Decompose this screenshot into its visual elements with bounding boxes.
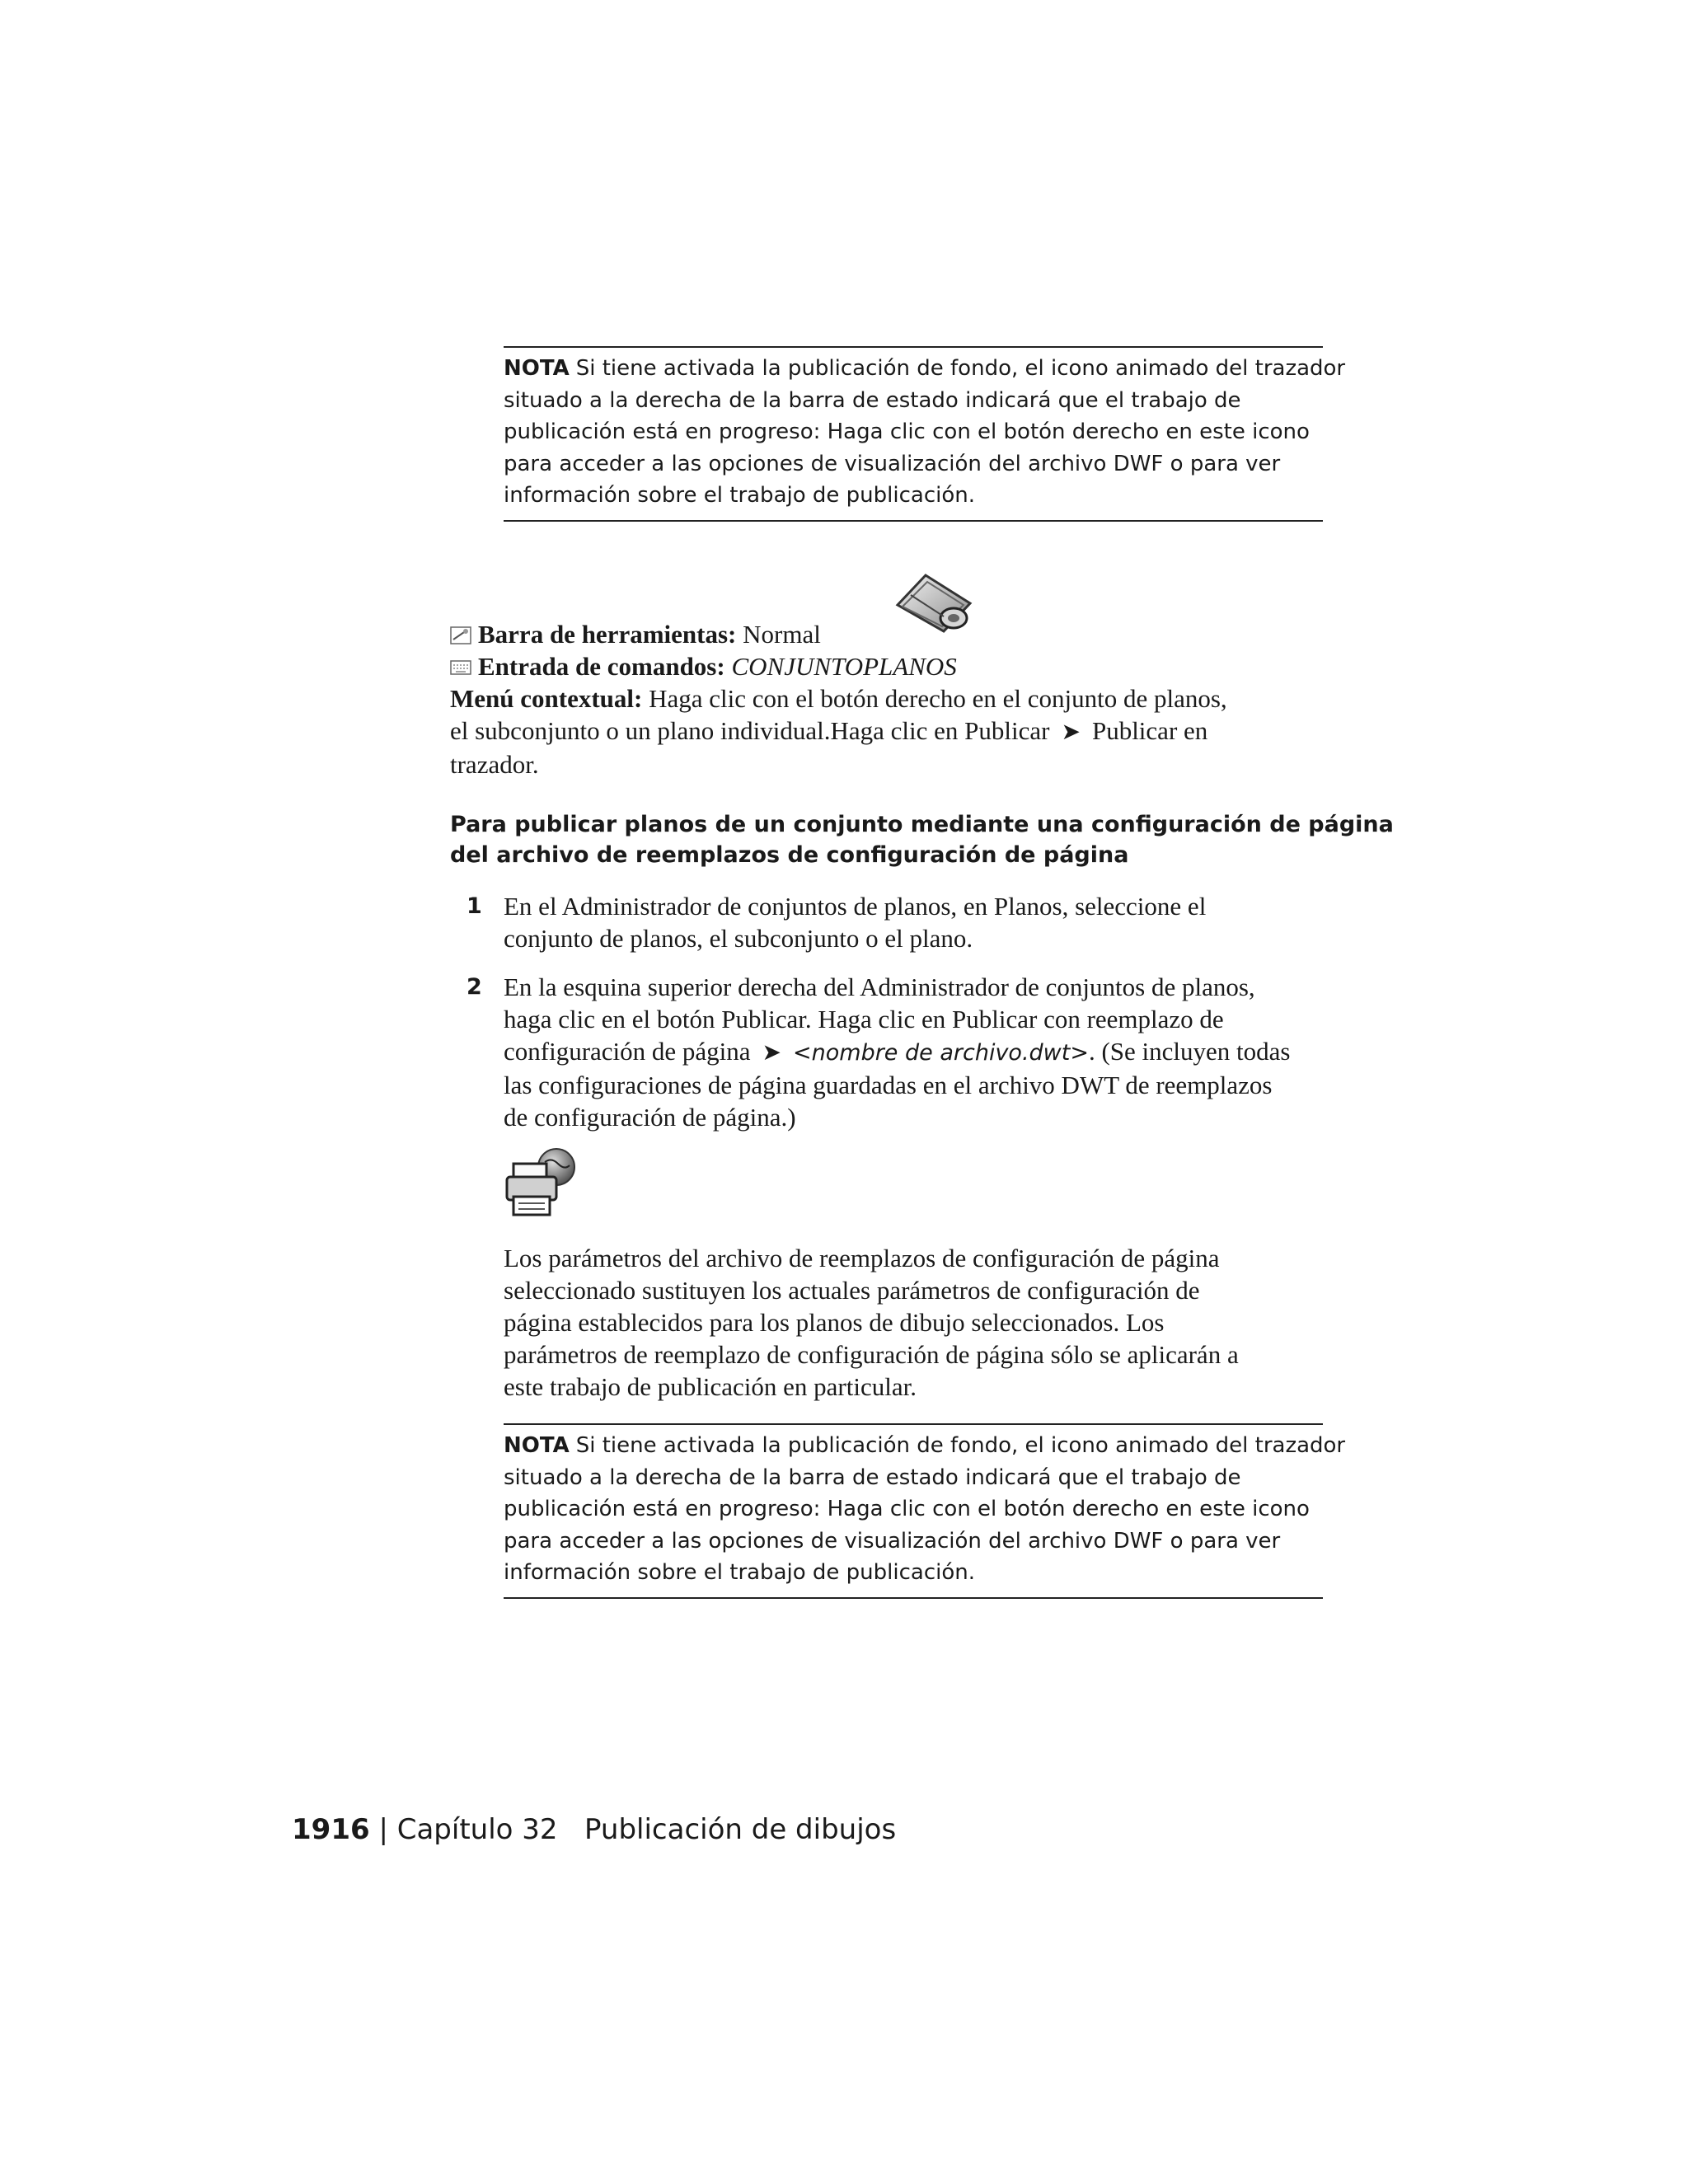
context-text: Haga clic con el botón derecho en el conjunto de planos, [649,684,1227,713]
para-line: parámetros de reemplazo de configuración de página sólo se aplicarán a [504,1340,1239,1369]
chapter-label: Capítulo 32 [396,1813,558,1846]
note-text: Si tiene activada la publicación de fondo, el icono animado del trazador [575,1433,1346,1458]
step-number: 1 [467,893,482,919]
note-line [504,1430,1346,1462]
context-label: Menú contextual: [450,684,643,713]
keyboard-icon [450,658,471,677]
menu-arrow-icon: ➤ [762,1040,782,1066]
page-footer [292,1813,896,1846]
note-line: información sobre el trabajo de publicación. [504,1560,975,1585]
step-line: de configuración de página.) [504,1103,796,1132]
step-text [504,971,1328,1133]
para-line: página establecidos para los planos de dibujo seleccionados. Los [504,1308,1165,1337]
step-text-part: configuración de página [504,1037,751,1066]
command-value: CONJUNTOPLANOS [731,652,957,681]
procedure-heading [450,809,1394,870]
menu-arrow-icon: ➤ [1061,719,1081,745]
toolbar-icon [450,626,471,644]
toolbar-line [450,618,1328,650]
note-line: información sobre el trabajo de publicación. [504,483,975,508]
note-line: para acceder a las opciones de visualización del archivo DWF o para ver [504,1528,1281,1554]
note-line: situado a la derecha de la barra de estado indicará que el trabajo de [504,1465,1241,1490]
note-label: NOTA [504,1433,570,1458]
note-bottom [504,1423,1346,1599]
step-2 [450,971,1328,1133]
toolbar-value: Normal [743,620,821,649]
step-line: En el Administrador de conjuntos de planos, en Planos, seleccione el [504,892,1207,921]
para-line: seleccionado sustituyen los actuales parámetros de configuración de [504,1276,1200,1305]
step-line [504,1035,1328,1069]
result-paragraph [504,1242,1328,1403]
heading-line: Para publicar planos de un conjunto mediante una configuración de página [450,812,1394,837]
toolbar-label: Barra de herramientas: [478,620,737,649]
note-line: publicación está en progreso: Haga clic con el botón derecho en este icono [504,1497,1310,1521]
note-line [504,353,1346,385]
step-line: haga clic en el botón Publicar. Haga clic en Publicar con reemplazo de [504,1005,1224,1033]
step-line: las configuraciones de página guardadas en el archivo DWT de reemplazos [504,1071,1273,1099]
para-line: Los parámetros del archivo de reemplazos de configuración de página [504,1244,1220,1272]
note-line: publicación está en progreso: Haga clic con el botón derecho en este icono [504,419,1310,444]
footer-separator: | [378,1813,388,1846]
context-line [450,682,1328,715]
step-line: En la esquina superior derecha del Administrador de conjuntos de planos, [504,972,1255,1001]
context-line [450,715,1328,748]
heading-line: del archivo de reemplazos de configuración de página [450,842,1129,868]
step-1 [450,890,1328,954]
note-line: situado a la derecha de la barra de estado indicará que el trabajo de [504,387,1241,413]
note-top [504,346,1346,522]
note-label: NOTA [504,356,570,381]
step-text-part: . (Se incluyen todas [1088,1037,1291,1066]
page-number: 1916 [292,1813,370,1846]
step-line: conjunto de planos, el subconjunto o el plano. [504,924,973,953]
step-text [504,890,1328,954]
step-number: 2 [467,974,482,1000]
command-label: Entrada de comandos: [478,652,725,681]
publish-printer-globe-icon [504,1146,579,1220]
note-text: Si tiene activada la publicación de fondo, el icono animado del trazador [575,356,1346,381]
filename-placeholder: <nombre de archivo.dwt> [793,1040,1089,1066]
note-line: para acceder a las opciones de visualización del archivo DWF o para ver [504,451,1281,476]
access-block [450,618,1328,780]
chapter-title: Publicación de dibujos [584,1813,897,1846]
context-text: Publicar en [1091,716,1208,745]
command-line [450,650,1328,682]
context-text: el subconjunto o un plano individual.Haga clic en Publicar [450,716,1050,745]
context-line: trazador. [450,750,539,779]
para-line: este trabajo de publicación en particular. [504,1372,917,1401]
